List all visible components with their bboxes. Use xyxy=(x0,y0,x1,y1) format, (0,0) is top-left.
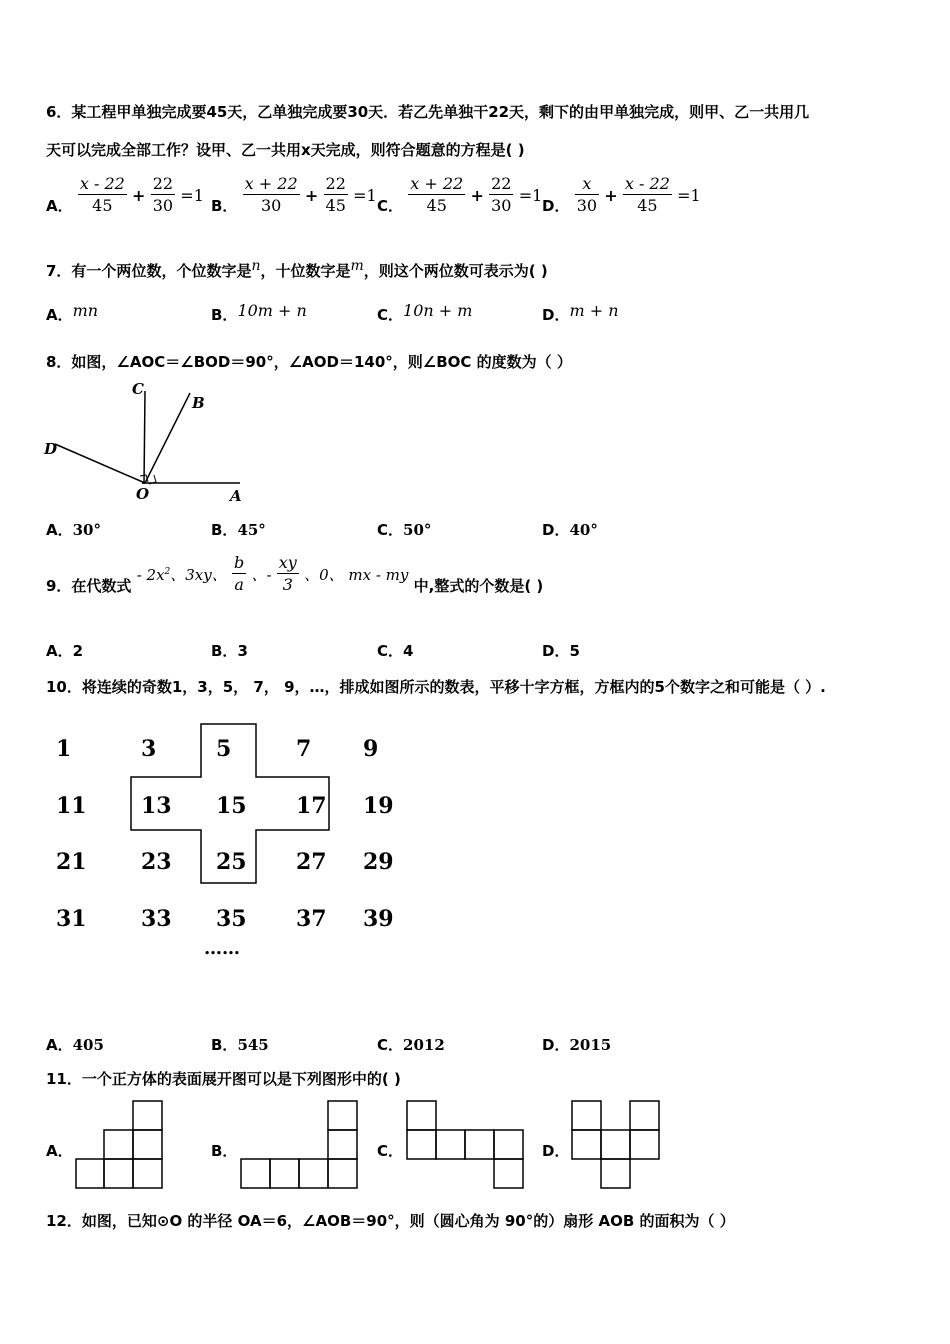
q11-option-b-label[interactable]: B． xyxy=(211,1142,238,1160)
q7-option-b[interactable]: B．10m + n xyxy=(211,301,307,324)
grid-cell: 15 xyxy=(216,793,247,819)
grid-cell: 17 xyxy=(296,793,327,819)
q9-stem: 9．在代数式 - $2x^2$、3xy、 $\frac{b}{a}$ 、- $\frac{xy}{3}$ 、0、 mx - my 中,整式的个数是( ) xyxy=(46,553,544,595)
q6-option-d[interactable]: D． $\frac{x}{30}$ + $\frac{x - 22}{45}$ =1 xyxy=(542,174,701,215)
q8-stem: 8．如图，∠AOC＝∠BOD＝90°，∠AOD＝140°，则∠BOC 的度数为（ ） xyxy=(46,353,572,371)
q9-option-b[interactable]: B．3 xyxy=(211,642,248,660)
q11-stem: 11．一个正方体的表面展开图可以是下列图形中的( ) xyxy=(46,1070,401,1088)
grid-cell: 13 xyxy=(141,793,172,819)
grid-cell: 5 xyxy=(216,736,232,762)
q6-stem-line2: 天可以完成全部工作？设甲、乙一共用x天完成，则符合题意的方程是( ) xyxy=(46,141,525,159)
fraction: $\frac{22}{30}$ xyxy=(491,174,512,215)
q9-option-a[interactable]: A．2 xyxy=(46,642,84,660)
q8-option-b[interactable]: B．45° xyxy=(211,521,266,539)
cube-net-b[interactable] xyxy=(240,1100,360,1190)
q8-option-a[interactable]: A．30° xyxy=(46,521,101,539)
q7-option-a[interactable]: A．mn xyxy=(46,301,99,324)
grid-cell: 21 xyxy=(56,849,87,875)
fraction: $\frac{x - 22}{45}$ xyxy=(624,174,670,215)
q9-option-c[interactable]: C．4 xyxy=(377,642,414,660)
q11-option-c-label[interactable]: C． xyxy=(377,1142,404,1160)
q9-option-d[interactable]: D．5 xyxy=(542,642,580,660)
label-o: O xyxy=(136,485,150,503)
fraction: $\frac{22}{45}$ xyxy=(325,174,346,215)
grid-cell: 39 xyxy=(363,906,394,932)
grid-cell: 23 xyxy=(141,849,172,875)
cube-net-c[interactable] xyxy=(406,1100,526,1190)
q6-option-b[interactable]: B． $\frac{x + 22}{30}$ + $\frac{22}{45}$ =1 xyxy=(211,174,377,215)
q7-option-d[interactable]: D．m + n xyxy=(542,301,619,324)
fraction: $\frac{b}{a}$ xyxy=(233,553,245,594)
fraction: $\frac{x - 22}{45}$ xyxy=(79,174,125,215)
grid-cell: 1 xyxy=(56,736,72,762)
fraction: $\frac{x + 22}{30}$ xyxy=(244,174,298,215)
q12-stem: 12．如图，已知⊙O 的半径 OA＝6，∠AOB＝90°，则（圆心角为 90°的）扇形 AOB 的面积为（ ） xyxy=(46,1212,735,1230)
q11-option-a-label[interactable]: A． xyxy=(46,1142,73,1160)
q8-option-d[interactable]: D．40° xyxy=(542,521,598,539)
q8-option-c[interactable]: C．50° xyxy=(377,521,432,539)
q11-option-d-label[interactable]: D． xyxy=(542,1142,570,1160)
grid-cell: 9 xyxy=(363,736,379,762)
grid-cell: 31 xyxy=(56,906,87,932)
grid-cell: 37 xyxy=(296,906,327,932)
grid-cell: 11 xyxy=(56,793,87,819)
q10-option-b[interactable]: B．545 xyxy=(211,1036,269,1054)
cube-net-a[interactable] xyxy=(75,1100,165,1190)
grid-cell: 29 xyxy=(363,849,394,875)
fraction: $\frac{x + 22}{45}$ xyxy=(410,174,464,215)
q6-stem-line1: 6．某工程甲单独完成要45天，乙单独完成要30天．若乙先单独干22天，剩下的由甲单独完成，则甲、乙一共用几 xyxy=(46,103,810,121)
grid-ellipsis: …… xyxy=(204,938,240,959)
fraction: $\frac{x}{30}$ xyxy=(576,174,598,215)
fraction: $\frac{22}{30}$ xyxy=(152,174,174,215)
q10-option-a[interactable]: A．405 xyxy=(46,1036,104,1054)
label-a: A xyxy=(230,487,242,505)
grid-cell: 27 xyxy=(296,849,327,875)
label-b: B xyxy=(192,394,205,412)
q6-option-a[interactable]: A． $\frac{x - 22}{45}$ + $\frac{22}{30}$ =1 xyxy=(46,174,204,215)
cube-net-d[interactable] xyxy=(571,1100,663,1190)
grid-cell: 25 xyxy=(216,849,247,875)
grid-cell: 33 xyxy=(141,906,172,932)
q10-option-d[interactable]: D．2015 xyxy=(542,1036,612,1054)
label-d: D xyxy=(44,440,58,458)
q6-option-c[interactable]: C． $\frac{x + 22}{45}$ + $\frac{22}{30}$ =1 xyxy=(377,174,543,215)
q10-stem: 10．将连续的奇数1，3，5， 7， 9，…，排成如图所示的数表，平移十字方框，方框内的5个数字之和可能是（ ）. xyxy=(46,678,826,696)
grid-cell: 3 xyxy=(141,736,157,762)
grid-cell: 35 xyxy=(216,906,247,932)
q7-option-c[interactable]: C．10n + m xyxy=(377,301,473,324)
grid-cell: 7 xyxy=(296,736,312,762)
grid-cell: 19 xyxy=(363,793,394,819)
label-c: C xyxy=(132,380,144,398)
q10-option-c[interactable]: C．2012 xyxy=(377,1036,445,1054)
fraction: $\frac{xy}{3}$ xyxy=(278,553,297,594)
q7-stem: 7．有一个两位数，个位数字是$^n$，十位数字是$^m$，则这个两位数可表示为( ) xyxy=(46,258,548,280)
